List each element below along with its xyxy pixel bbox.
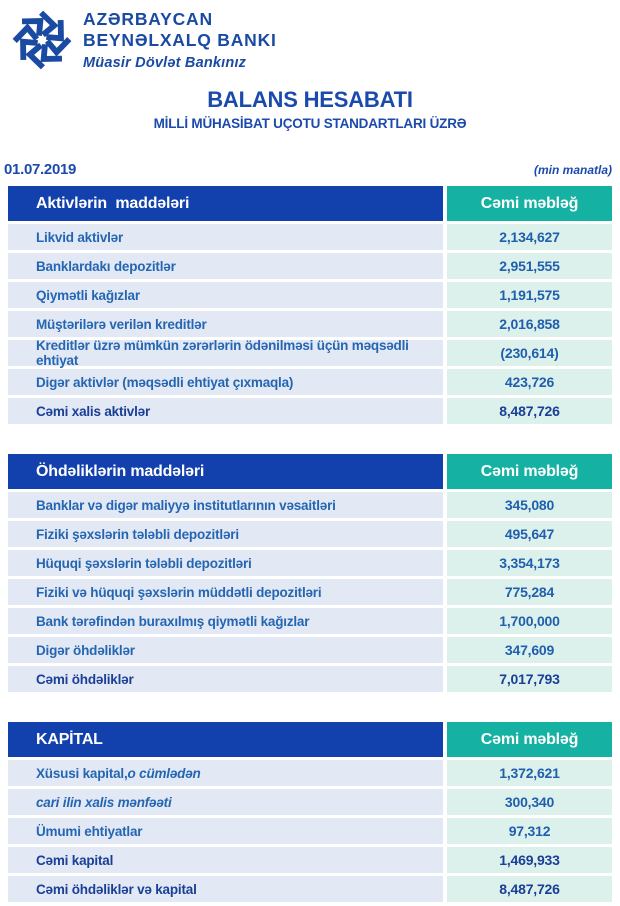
- row-value: 2,134,627: [447, 224, 612, 250]
- report-date: 01.07.2019: [4, 161, 77, 178]
- row-label: Bank tərəfindən buraxılmış qiymətli kağızlar: [8, 608, 443, 634]
- table-header-amount: Cəmi məbləğ: [447, 454, 612, 489]
- row-value: 97,312: [447, 818, 612, 844]
- table-row: [8, 282, 612, 308]
- bank-name-line2: BEYNƏLXALQ BANKI: [83, 30, 277, 50]
- bank-name-block: [83, 9, 277, 72]
- row-value: 2,016,858: [447, 311, 612, 337]
- row-label: Ümumi ehtiyatlar: [8, 818, 443, 844]
- table-header: [8, 454, 612, 489]
- balance-table-capital: [8, 722, 612, 902]
- table-row: [8, 847, 612, 873]
- bank-name-line1: AZƏRBAYCAN: [83, 8, 213, 29]
- row-value: 775,284: [447, 579, 612, 605]
- table-body: [8, 492, 612, 692]
- row-value: 345,080: [447, 492, 612, 518]
- row-value: (230,614): [447, 340, 612, 366]
- row-value: 8,487,726: [447, 876, 612, 902]
- row-label: Digər öhdəliklər: [8, 637, 443, 663]
- row-value: 495,647: [447, 521, 612, 547]
- row-value: 3,354,173: [447, 550, 612, 576]
- tables: [0, 186, 620, 902]
- row-value: 423,726: [447, 369, 612, 395]
- bank-tagline: Müasir Dövlət Bankınız: [83, 55, 247, 72]
- table-row: [8, 666, 612, 692]
- row-label: Müştərilərə verilən kreditlər: [8, 311, 443, 337]
- row-value: 347,609: [447, 637, 612, 663]
- unit-note: (min manatla): [533, 163, 612, 177]
- report-subtitle: MİLLİ MÜHASİBAT UÇOTU STANDARTLARI ÜZRƏ: [153, 116, 467, 131]
- row-value: 300,340: [447, 789, 612, 815]
- table-header-title: Aktivlərin maddələri: [8, 186, 443, 221]
- row-label: Fiziki şəxslərin tələbli depozitləri: [8, 521, 443, 547]
- table-row: [8, 637, 612, 663]
- row-value: 1,191,575: [447, 282, 612, 308]
- row-label: Banklar və digər maliyyə institutlarının vəsaitləri: [8, 492, 443, 518]
- table-row: [8, 340, 612, 366]
- row-label: Hüquqi şəxslərin tələbli depozitləri: [8, 550, 443, 576]
- row-label: Likvid aktivlər: [8, 224, 443, 250]
- table-row: [8, 760, 612, 786]
- row-value: 1,700,000: [447, 608, 612, 634]
- balance-table-liabilities: [8, 454, 612, 692]
- row-label: Qiymətli kağızlar: [8, 282, 443, 308]
- table-body: [8, 224, 612, 424]
- row-value: 2,951,555: [447, 253, 612, 279]
- table-row: [8, 311, 612, 337]
- table-header-title: KAPİTAL: [8, 722, 443, 757]
- row-label: Fiziki və hüquqi şəxslərin müddətli depozitləri: [8, 579, 443, 605]
- row-label: Xüsusi kapital, o cümlədən: [8, 760, 443, 786]
- table-row: [8, 789, 612, 815]
- table-row: [8, 579, 612, 605]
- report-title-block: [0, 87, 620, 131]
- row-value: 1,372,621: [447, 760, 612, 786]
- row-value: 7,017,793: [447, 666, 612, 692]
- iba-knot-star-icon: [10, 8, 74, 72]
- table-header-amount: Cəmi məbləğ: [447, 722, 612, 757]
- table-row: [8, 550, 612, 576]
- table-header: [8, 186, 612, 221]
- table-header: [8, 722, 612, 757]
- table-row: [8, 818, 612, 844]
- row-label: Banklardakı depozitlər: [8, 253, 443, 279]
- table-row: [8, 398, 612, 424]
- row-label: Cəmi xalis aktivlər: [8, 398, 443, 424]
- report-meta-row: [4, 161, 612, 178]
- table-header-title: Öhdəliklərin maddələri: [8, 454, 443, 489]
- row-label: Digər aktivlər (məqsədli ehtiyat çıxmaqla): [8, 369, 443, 395]
- table-row: [8, 369, 612, 395]
- table-body: [8, 760, 612, 902]
- row-value: 8,487,726: [447, 398, 612, 424]
- table-row: [8, 876, 612, 902]
- row-value: 1,469,933: [447, 847, 612, 873]
- balance-table-assets: [8, 186, 612, 424]
- table-row: [8, 608, 612, 634]
- report-title: BALANS HESABATI: [207, 87, 413, 112]
- table-row: [8, 224, 612, 250]
- table-row: [8, 521, 612, 547]
- row-label: Cəmi kapital: [8, 847, 443, 873]
- bank-header: [0, 0, 620, 72]
- row-label: Kreditlər üzrə mümkün zərərlərin ödənilməsi üçün məqsədli ehtiyat: [8, 340, 443, 366]
- row-label: cari ilin xalis mənfəəti: [8, 789, 443, 815]
- row-label: Cəmi öhdəliklər və kapital: [8, 876, 443, 902]
- table-header-amount: Cəmi məbləğ: [447, 186, 612, 221]
- table-row: [8, 492, 612, 518]
- row-label: Cəmi öhdəliklər: [8, 666, 443, 692]
- table-row: [8, 253, 612, 279]
